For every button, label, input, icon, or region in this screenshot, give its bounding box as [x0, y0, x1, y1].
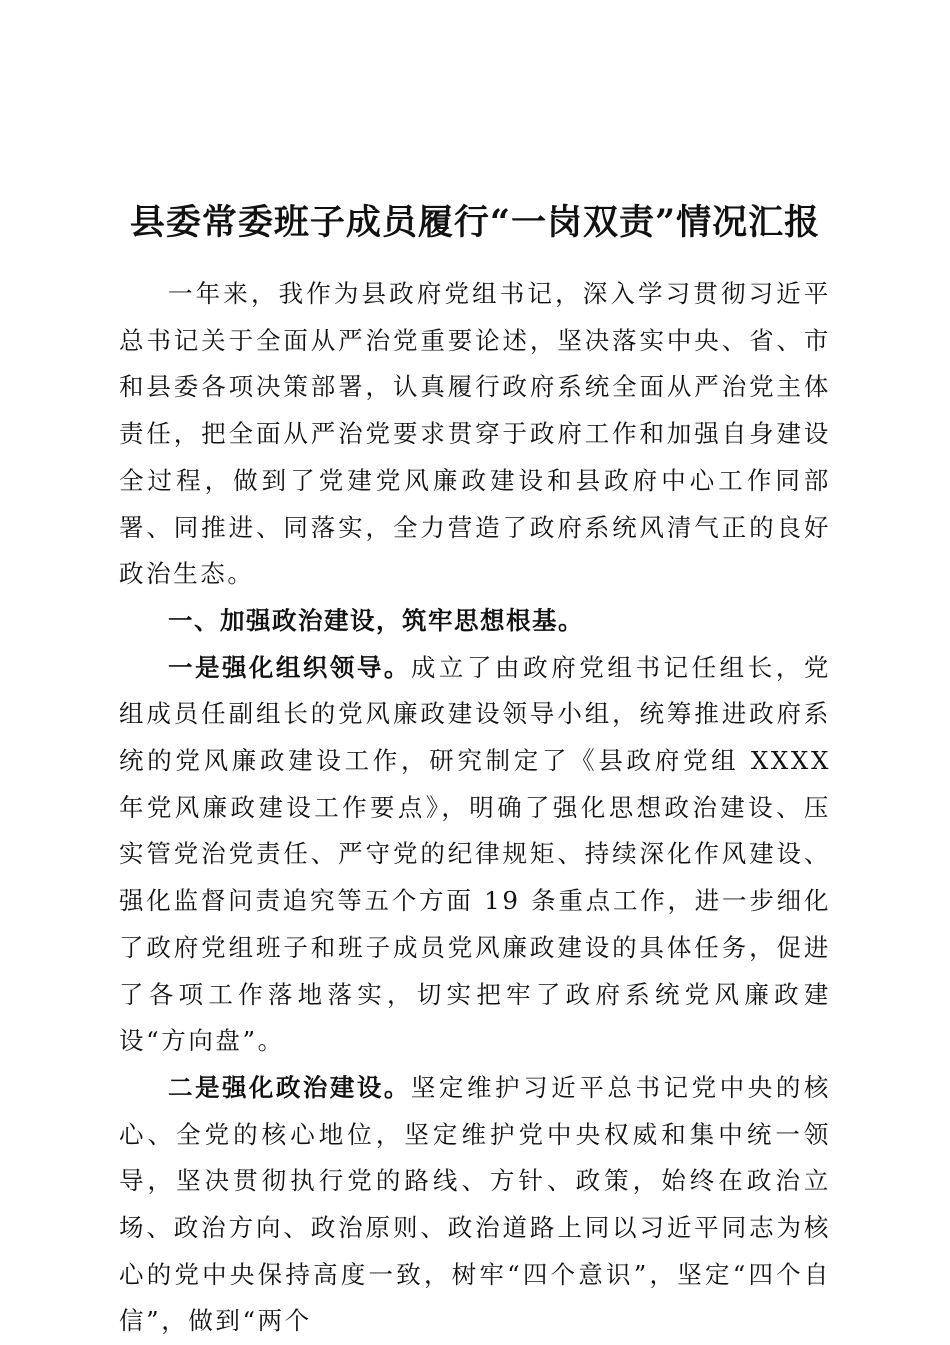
paragraph-lead-2: 二是强化政治建设。: [168, 1072, 411, 1102]
paragraph-political-building: [119, 1065, 831, 1345]
paragraph-lead-1: 一是强化组织领导。: [168, 652, 411, 682]
document-title: 县委常委班子成员履行“一岗双责”情况汇报: [129, 202, 821, 244]
paragraph-body-1: 成立了由政府党组书记任组长，党组成员任副组长的党风廉政建设领导小组，统筹推进政府系统的党风廉政建设工作，研究制定了《县政府党组 XXXX 年党风廉政建设工作要点》，明确了强化思想政治建设、压实管党治党责任、严守党的纪律规矩、持续深化作风建设、强化监督问责追究等五个方面 19 条重点工作，进一步细化了政府党组班子和班子成员党风廉政建设的具体任务，促进了各项工作落地落实，切实把牢了政府系统党风廉政建设“方向盘”。: [119, 652, 832, 1056]
intro-paragraph: [119, 271, 831, 598]
intro-paragraph-text: 一年来，我作为县政府党组书记，深入学习贯彻习近平总书记关于全面从严治党重要论述，坚决落实中央、省、市和县委各项决策部署，认真履行政府系统全面从严治党主体责任，把全面从严治党要求贯穿于政府工作和加强自身建设全过程，做到了党建党风廉政建设和县政府中心工作同部署、同推进、同落实，全力营造了政府系统风清气正的良好政治生态。: [119, 279, 831, 589]
paragraph-organization-leadership: [119, 645, 831, 1065]
section-heading-1-text: 一、加强政治建设，筑牢思想根基。: [168, 605, 584, 635]
paragraph-body-2: 坚定维护习近平总书记党中央的核心、全党的核心地位，坚定维护党中央权威和集中统一领导，坚决贯彻执行党的路线、方针、政策，始终在政治立场、政治方向、政治原则、政治道路上同以习近平同志为核心的党中央保持高度一致，树牢“四个意识”，坚定“四个自信”，做到“两个: [119, 1072, 832, 1336]
document-body: [119, 271, 831, 1345]
section-heading-1: [119, 598, 831, 645]
